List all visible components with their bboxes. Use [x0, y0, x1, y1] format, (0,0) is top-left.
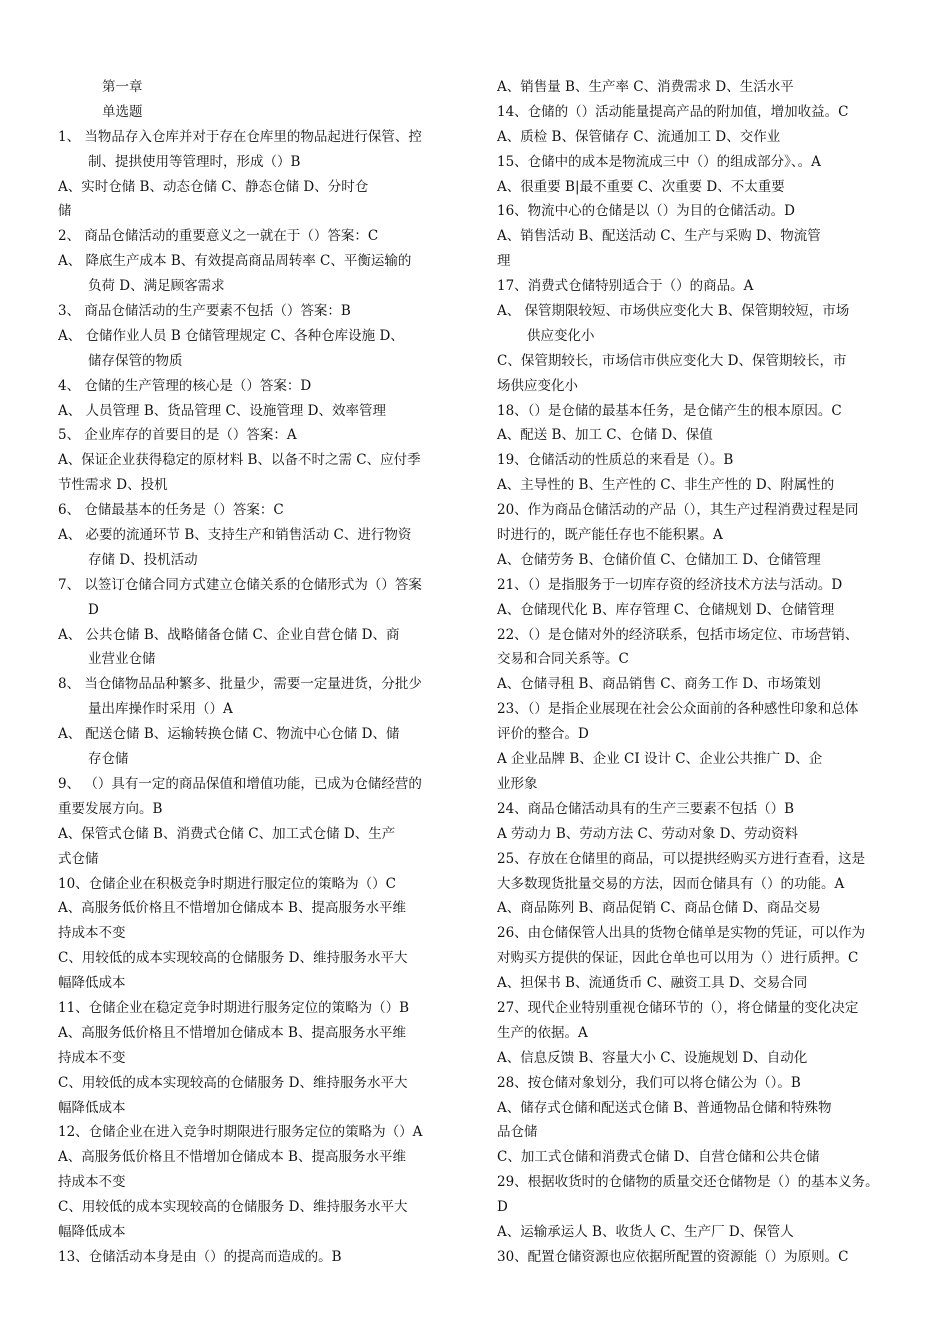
- text-line: 13、仓储活动本身是由（）的提高而造成的。B: [58, 1248, 342, 1265]
- text-line: 30、配置仓储资源也应依据所配置的资源能（）为原则。C: [497, 1248, 849, 1265]
- text-line: 25、存放在仓储里的商品，可以提拱经购买方进行查看，这是: [497, 850, 866, 867]
- text-line: 持成本不变: [58, 1174, 126, 1191]
- text-line: 制、提拱使用等管理时，形成（）B: [88, 153, 301, 170]
- text-line: 时进行的，既产能任存也不能积累。A: [497, 527, 723, 544]
- text-line: 9、 （）具有一定的商品保值和增值功能，已成为仓储经营的: [58, 775, 422, 792]
- text-line: 15、仓储中的成本是物流成三中（）的组成部分》、。A: [497, 153, 821, 170]
- text-line: C、加工式仓储和消费式仓储 D、自营仓储和公共仓储: [497, 1149, 820, 1166]
- text-line: 27、现代企业特别重视仓储环节的（），将仓储量的变化决定: [497, 999, 859, 1016]
- text-line: 储存保管的物质: [88, 352, 183, 369]
- text-line: 储: [58, 203, 72, 220]
- text-line: 10、仓储企业在积极竞争时期进行服定位的策略为（）C: [58, 875, 397, 892]
- text-line: A、高服务低价格且不惜增加仓储成本 B、提高服务水平维: [58, 1024, 406, 1041]
- text-line: A、很重要 B|最不重要 C、次重要 D、不太重要: [497, 178, 785, 195]
- text-line: 16、物流中心的仓储是以（）为目的仓储活动。D: [497, 203, 796, 220]
- text-line: A、实时仓储 B、动态仓储 C、静态仓储 D、分时仓: [58, 178, 369, 195]
- text-line: A、信息反馈 B、容量大小 C、设施规划 D、自动化: [497, 1049, 808, 1066]
- text-line: A、高服务低价格且不惜增加仓储成本 B、提高服务水平维: [58, 1149, 406, 1166]
- text-line: A 劳动力 B、劳动方法 C、劳动对象 D、劳动资料: [497, 825, 798, 842]
- text-line: 单选题: [102, 103, 143, 120]
- text-line: 存仓储: [88, 751, 129, 768]
- text-line: 8、 当仓储物品品种繁多、批量少，需要一定量进货，分批少: [58, 676, 422, 693]
- text-line: C、用较低的成本实现较高的仓储服务 D、维持服务水平大: [58, 1199, 408, 1216]
- text-line: 持成本不变: [58, 925, 126, 942]
- text-line: 1、 当物品存入仓库并对于存在仓库里的物品起进行保管、控: [58, 128, 422, 145]
- text-line: 交易和合同关系等。C: [497, 651, 629, 668]
- text-line: 26、由仓储保管人出具的货物仓储单是实物的凭证，可以作为: [497, 925, 866, 942]
- left-text-column: [58, 75, 454, 1270]
- text-line: 14、仓储的（）活动能量提高产品的附加值，增加收益。C: [497, 103, 849, 120]
- text-line: 11、仓储企业在稳定竞争时期进行服务定位的策略为（）B: [58, 999, 410, 1016]
- text-line: A、配送 B、加工 C、仓储 D、保值: [497, 427, 713, 444]
- right-text-column: [497, 75, 893, 1270]
- text-line: A、销售量 B、生产率 C、消费需求 D、生活水平: [497, 79, 794, 95]
- text-line: 节性需求 D、投机: [58, 477, 168, 494]
- text-line: 4、 仓储的生产管理的核心是（）答案：D: [58, 377, 312, 394]
- text-line: 场供应变化小: [497, 377, 578, 394]
- text-line: 品仓储: [497, 1124, 538, 1141]
- text-line: A、 配送仓储 B、运输转换仓储 C、物流中心仓储 D、储: [58, 726, 400, 743]
- text-line: C、用较低的成本实现较高的仓储服务 D、维持服务水平大: [58, 1074, 408, 1091]
- text-line: A、高服务低价格且不惜增加仓储成本 B、提高服务水平维: [58, 900, 406, 917]
- text-line: 6、 仓储最基本的任务是（）答案：C: [58, 502, 284, 519]
- text-line: A、质检 B、保管储存 C、流通加工 D、交作业: [497, 128, 781, 145]
- text-line: 生产的依据。A: [497, 1024, 588, 1041]
- text-line: 大多数现货批量交易的方法，因而仓储具有（）的功能。A: [497, 875, 845, 892]
- text-line: 第一章: [102, 79, 143, 95]
- text-line: 负荷 D、满足顾客需求: [88, 278, 225, 295]
- text-line: 持成本不变: [58, 1049, 126, 1066]
- text-line: A、 保管期限较短、市场供应变化大 B、保管期较短，市场: [497, 303, 850, 320]
- text-line: 重要发展方向。B: [58, 800, 163, 817]
- text-line: A、 人员管理 B、货品管理 C、设施管理 D、效率管理: [58, 402, 386, 419]
- text-line: 幅降低成本: [58, 975, 126, 992]
- text-line: 供应变化小: [527, 327, 595, 344]
- text-line: A、商品陈列 B、商品促销 C、商品仓储 D、商品交易: [497, 900, 821, 917]
- text-line: 评价的整合。D: [497, 726, 589, 743]
- text-line: 幅降低成本: [58, 1223, 126, 1240]
- text-line: A、仓储寻租 B、商品销售 C、商务工作 D、市场策划: [497, 676, 821, 693]
- text-line: A、 仓储作业人员 B 仓储管理规定 C、各种仓库设施 D、: [58, 327, 404, 344]
- text-line: 3、 商品仓储活动的生产要素不包括（）答案：B: [58, 303, 351, 320]
- text-line: 12、仓储企业在进入竞争时期限进行服务定位的策略为（）A: [58, 1124, 423, 1141]
- text-line: 22、（）是仓储对外的经济联系，包括市场定位、市场营销、: [497, 626, 859, 643]
- text-line: 21、（）是指服务于一切库存资的经济技术方法与活动。D: [497, 576, 843, 593]
- text-line: 17、消费式仓储特别适合于（）的商品。A: [497, 278, 754, 295]
- text-line: 20、作为商品仓储活动的产品（），其生产过程消费过程是同: [497, 502, 859, 519]
- text-line: 5、 企业库存的首要目的是（）答案：A: [58, 427, 297, 444]
- text-line: D: [88, 601, 99, 618]
- text-line: A、保证企业获得稳定的原材料 B、以备不时之需 C、应付季: [58, 452, 421, 469]
- text-line: 18、（）是仓储的最基本任务，是仓储产生的根本原因。C: [497, 402, 842, 419]
- text-line: 对购买方提供的保证，因此仓单也可以用为（）进行质押。C: [497, 950, 859, 967]
- text-line: A、 必要的流通环节 B、支持生产和销售活动 C、进行物资: [58, 527, 412, 544]
- text-line: A、 公共仓储 B、战略储备仓储 C、企业自营仓储 D、商: [58, 626, 400, 643]
- text-line: A、销售活动 B、配送活动 C、生产与采购 D、物流管: [497, 228, 821, 245]
- text-line: A、担保书 B、流通货币 C、融资工具 D、交易合同: [497, 975, 808, 992]
- text-line: 业形象: [497, 775, 538, 792]
- text-line: 幅降低成本: [58, 1099, 126, 1116]
- text-line: 业营业仓储: [88, 651, 156, 668]
- text-line: 量出库操作时采用（）A: [88, 701, 233, 718]
- text-line: A、运输承运人 B、收货人 C、生产厂 D、保管人: [497, 1223, 794, 1240]
- text-line: 24、商品仓储活动具有的生产三要素不包括（）B: [497, 800, 795, 817]
- text-line: 式仓储: [58, 850, 99, 867]
- text-line: 理: [497, 253, 511, 270]
- text-line: 28、按仓储对象划分，我们可以将仓储公为（）。B: [497, 1074, 801, 1091]
- text-line: 29、根据收货时的仓储物的质量交还仓储物是（）的基本义务。: [497, 1174, 879, 1191]
- text-line: A、仓储劳务 B、仓储价值 C、仓储加工 D、仓储管理: [497, 551, 821, 568]
- text-line: D: [497, 1199, 508, 1216]
- text-line: C、保管期较长，市场信市供应变化大 D、保管期较长，市: [497, 352, 847, 369]
- text-line: A 企业品牌 B、企业 CI 设计 C、企业公共推广 D、企: [497, 751, 823, 768]
- text-line: 存储 D、投机活动: [88, 551, 198, 568]
- text-line: 23、（）是指企业展现在社会公众面前的各种感性印象和总体: [497, 701, 859, 718]
- text-line: 2、 商品仓储活动的重要意义之一就在于（）答案：C: [58, 228, 379, 245]
- text-line: A、 降底生产成本 B、有效提高商品周转率 C、平衡运输的: [58, 253, 412, 270]
- text-line: A、保管式仓储 B、消费式仓储 C、加工式仓储 D、生产: [58, 825, 396, 842]
- text-line: 7、 以签订仓储合同方式建立仓储关系的仓储形式为（）答案: [58, 576, 422, 593]
- text-line: A、储存式仓储和配送式仓储 B、普通物品仓储和特殊物: [497, 1099, 832, 1116]
- text-line: A、仓储现代化 B、库存管理 C、仓储规划 D、仓储管理: [497, 601, 835, 618]
- text-line: A、主导性的 B、生产性的 C、非生产性的 D、附属性的: [497, 477, 835, 494]
- text-line: 19、仓储活动的性质总的来看是（）。B: [497, 452, 734, 469]
- text-line: C、用较低的成本实现较高的仓储服务 D、维持服务水平大: [58, 950, 408, 967]
